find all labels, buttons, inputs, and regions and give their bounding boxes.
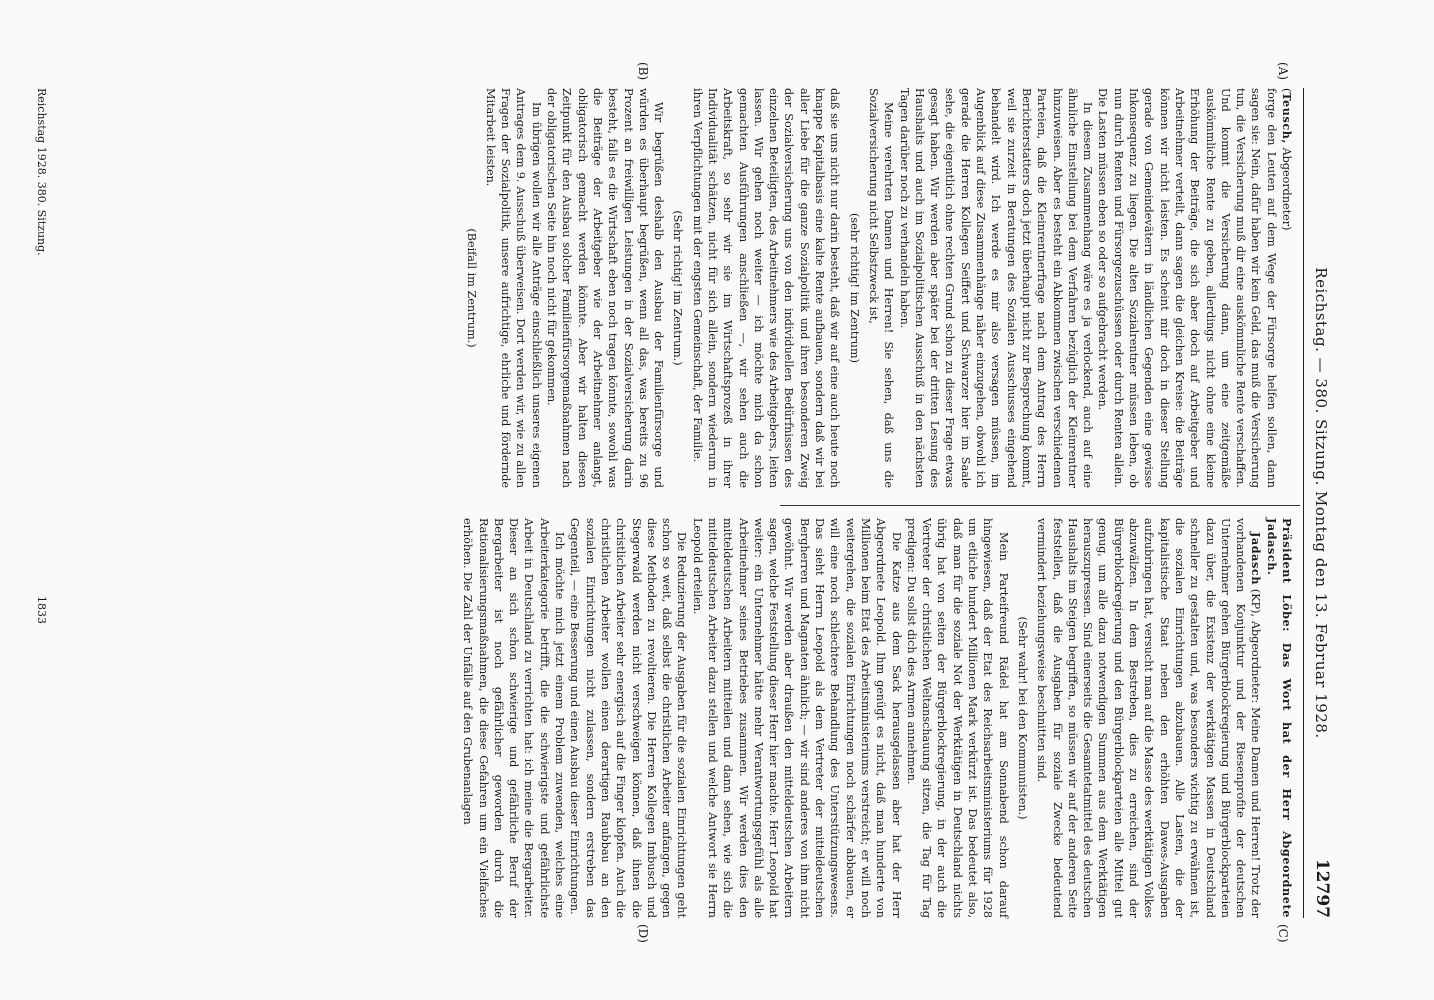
left-paragraph: Meine verehrten Damen und Herren! Sie sehen, daß uns die Sozialversicherung nicht Selbstzweck ist, <box>866 88 896 488</box>
president-line: Präsident Löbe: Das Wort hat der Herr Abgeordnete Jadasch. <box>1264 518 1294 918</box>
margin-marker-c: (C) <box>1276 924 1290 943</box>
left-speaker-line: (Teusch, Abgeordneter) <box>1280 88 1294 231</box>
right-interjection: (Sehr wahr! bei den Kommunisten.) <box>1015 616 1029 820</box>
running-title: Reichstag. — 380. Sitzung. Montag den 13. Februar 1928. <box>1312 267 1330 739</box>
margin-marker-b: (B) <box>636 62 650 81</box>
left-column <box>459 88 1294 488</box>
left-paragraph: daß sie uns nicht nur darin besteht, daß wir auf eine auch heute noch knappe Kapitalbasis eine kalte Rente aufbauen, sondern daß wir bei aller Liebe für die ganze Sozialpolitik und ihren besonderen Zweig der Sozialversicherung uns von den individuellen Bedürfnissen des einzelnen Beteiligten, des Arbeitnehmers wie des Arbeitgebers, leiten lassen. Wir gehen noch weiter — ich möchte mich da schon gemachten Ausführungen anschließen —, wir sehen auch die Arbeitskraft, so sehr wir sie im Wirtschaftsprozeß in ihrer Individualität schätzen, nicht für sich allein, sondern wiederum in ihren Verpflichtungen mit der engsten Gemeinschaft, der Familie. <box>690 88 842 488</box>
left-paragraph: In diesem Zusammenhang wäre es ja verlockend, auch auf eine ähnliche Einstellung bei dem Verfahren bezüglich der Kleinrentner hinzuweisen. Aber es besteht ein Abkommen zwischen verschiedenen Parteien, daß die Kleinrentnerfrage nach dem Antrag des Herrn Berichterstatters doch jetzt überhaupt nicht zur Besprechung kommt, weil sie zurzeit in Beratungen des Sozialen Ausschusses eingehend behandelt wird. Ich werde es mir also versagen müssen, im Augenblick auf diese Zusammenhänge näher einzugehen, obwohl ich gerade die Herren Kollegen Seiffert und Schwarzer hier im Saale sehe, die eigentlich ohne rechten Grund schon zu dieser Frage etwas gesagt haben. Wir werden aber später bei der dritten Lesung des Haushalts und auch im Sozialpolitischen Ausschuß in den nächsten Tagen darüber noch zu verhandeln haben. <box>897 88 1095 488</box>
left-paragraph: forge den Leuten auf dem Wege der Fürsorge helfen sollen, dann sagen sie: Nein, dafür haben wir kein Geld, das muß die Versicherung tun, die Versicherung muß dir eine auskömmliche Rente verschaffen. Und kommt die Versicherung dann, um eine zeitgemäße auskömmliche Rente zu geben, allerdings nicht ohne eine kleine Erhöhung der Beiträge, die sich aber doch auf Arbeitgeber und Arbeitnehmer verteilt, dann sagen die gleichen Kreise: die Beiträge können wir nicht leisten. Es scheint mir doch in dieser Stellung gerade von Gemeindevätern in ländlichen Gegenden eine gewisse Inkonsequenz zu liegen. Die alten Sozialrentner müssen leben, ob nun durch Renten und Fürsorgezuschüssen oder durch Renten allein. Die Lasten müssen eben so oder so aufgebracht werden. <box>1096 88 1278 488</box>
right-speaker: Jadasch <box>1249 532 1264 586</box>
left-speaker-role: Abgeordneter <box>1280 147 1293 227</box>
right-speaker-line <box>1034 518 1263 918</box>
left-interjection: (Beifall im Zentrum.) <box>464 228 478 348</box>
right-paragraph: Die Katze aus dem Sack herausgelassen aber hat der Herr Abgeordnete Leopold. Ihm genügt es nicht, daß man hunderte von Millionen beim Etat des Arbeitsministeriums verstreicht; er will noch weitergehen, die sozialen Einrichtungen noch schärfer abbauen, er will eine noch schlechtere Behandlung des Unterstützungswesens. Das sieht Herrn Leopold als dem Vertreter der mitteldeutschen Bergherren und Magnaten ähnlich; — wir sind anderes von ihm nicht gewöhnt. Wir werden aber draußen den mitteldeutschen Arbeitern sagen, welche Feststellung dieser Herr hier machte. Herr Leopold hat weiter: ein Unternehmer hätte mehr Verantwortungsgefühl als alle Arbeitnehmer seines Betriebes zusammen. Wir werden dies den mitteldeutschen Arbeitern mitteilen und dann sehen, wie sich die mitteldeutschen Arbeiter dazu stellen und welche Antwort sie Herrn Leopold erteilen. <box>690 518 903 918</box>
column-divider <box>780 505 1300 506</box>
left-speaker: Teusch, <box>1280 92 1294 145</box>
right-paragraph: Ich möchte mich jetzt einem Problem zuwenden, welches eine Arbeiterkategorie betrifft, die die schwierigste und gefährlichste Arbeit in Deutschland zu verrichten hat: ich meine die Bergarbeiter. Dieser an sich schon schwierige und gefährliche Beruf der Bergarbeiter ist noch gefährlicher geworden durch die Rationalisierungsmaßnahmen, die diese Gefahren um ein Vielfaches erhöhen. Die Zahl der Unfälle auf den Grubenanlagen <box>461 518 567 918</box>
left-paragraph: Im übrigen wollen wir alle Anträge einschließlich unseres eigenen Antrages dem 9. Ausschuß überweisen. Dort werden wir, wie zu allen Fragen der Sozialpolitik, unsere aufrichtige, ehrliche und fördernde Mitarbeit leisten. <box>483 88 543 488</box>
margin-marker-a: (A) <box>1276 62 1290 81</box>
page-header <box>1303 88 1334 918</box>
right-speaker-text: (KP), Abgeordneter: Meine Damen und Herren! Trotz der vorhandenen Konjunktur und der Riesenprofite der deutschen Unternehmer gehen Bürgerblockregierung und Bürgerblockparteien dazu über, die Existenz der werktätigen Massen in Deutschland schneller zu gestalten und, was besonders wichtig zu erwähnen ist, die sozialen Einrichtungen abzubauen. Alle Lasten, die der kapitalistische Staat neben den erhöhten Dawes-Ausgaben aufzubringen hat, versucht man auf die Masse des werktätigen Volkes abzuwälzen. In dem Bestreben, dies zu erreichen, sind der Bürgerblockregierung und den Bürgerblockparteien alle Mittel gut genug, um alle dazu notwendigen Summen aus dem Werktätigen herauszupressen. Sind einerseits die Gesamtetatmittel des deutschen Haushalts im Steigen begriffen, so müssen wir auf der anderen Seite feststellen, daß die Ausgaben für soziale Zwecke bedeutend vermindert beziehungsweise beschnitten sind. <box>1035 518 1263 918</box>
left-paragraph: Wir begrüßen deshalb den Ausbau der Familienfürsorge und würden es überhaupt begrüßen, wenn all das, was bereits zu 96 Prozent an freiwilligen Leistungen in der Sozialversicherung darin besteht, falls es die Wirtschaft eben noch tragen könnte, sowohl was die Beiträge der Arbeitgeber wie der Arbeitnehmer anlangt, obligatorisch gemacht werden könnte. Aber wir halten diesen Zeitpunkt für den Ausbau solcher Familienfürsorgemaßnahmen nach der obligatorischen Seite hin noch nicht für gekommen. <box>545 88 666 488</box>
footer-session: Reichstag 1928. 380. Sitzung. <box>35 88 48 256</box>
left-interjection: (sehr richtig! im Zentrum) <box>847 213 861 363</box>
right-paragraph: Die Reduzierung der Ausgaben für die sozialen Einrichtungen geht schon so weit, daß selbst die christlichen Arbeiter anfangen, gegen diese Methoden zu revoltieren. Die Herren Kollegen Imbusch und Stegerwald werden nicht verschweigen können, daß ihnen die christlichen Arbeiter sehr energisch auf die Finger klopfen. Auch die christlichen Arbeiter wollen einen derartigen Raubbau an den sozialen Einrichtungen nicht zulassen, sondern erstreben das Gegenteil, — eine Besserung und einen Ausbau dieser Einrichtungen. <box>568 518 689 918</box>
right-paragraph: Mein Parteifreund Rädel hat am Sonnabend schon darauf hingewiesen, daß der Etat des Reichsarbeitsministeriums für 1928 um etliche hundert Millionen Mark verkürzt ist. Das bedeutet also, daß man für die soziale Not der Werktätigen in Deutschland nichts übrig hat von seiten der Bürgerblockregierung, in der auch die Vertreter der christlichen Weltanschauung sitzen, die Tag für Tag predigen: Du sollst dich des Armen annehmen. <box>904 518 1010 918</box>
left-interjection: (Sehr richtig! im Zentrum.) <box>671 210 685 366</box>
page-number: 12797 <box>1312 858 1332 918</box>
margin-marker-d: (D) <box>636 924 650 943</box>
right-column <box>460 518 1294 918</box>
footer-number: 1833 <box>35 596 48 624</box>
